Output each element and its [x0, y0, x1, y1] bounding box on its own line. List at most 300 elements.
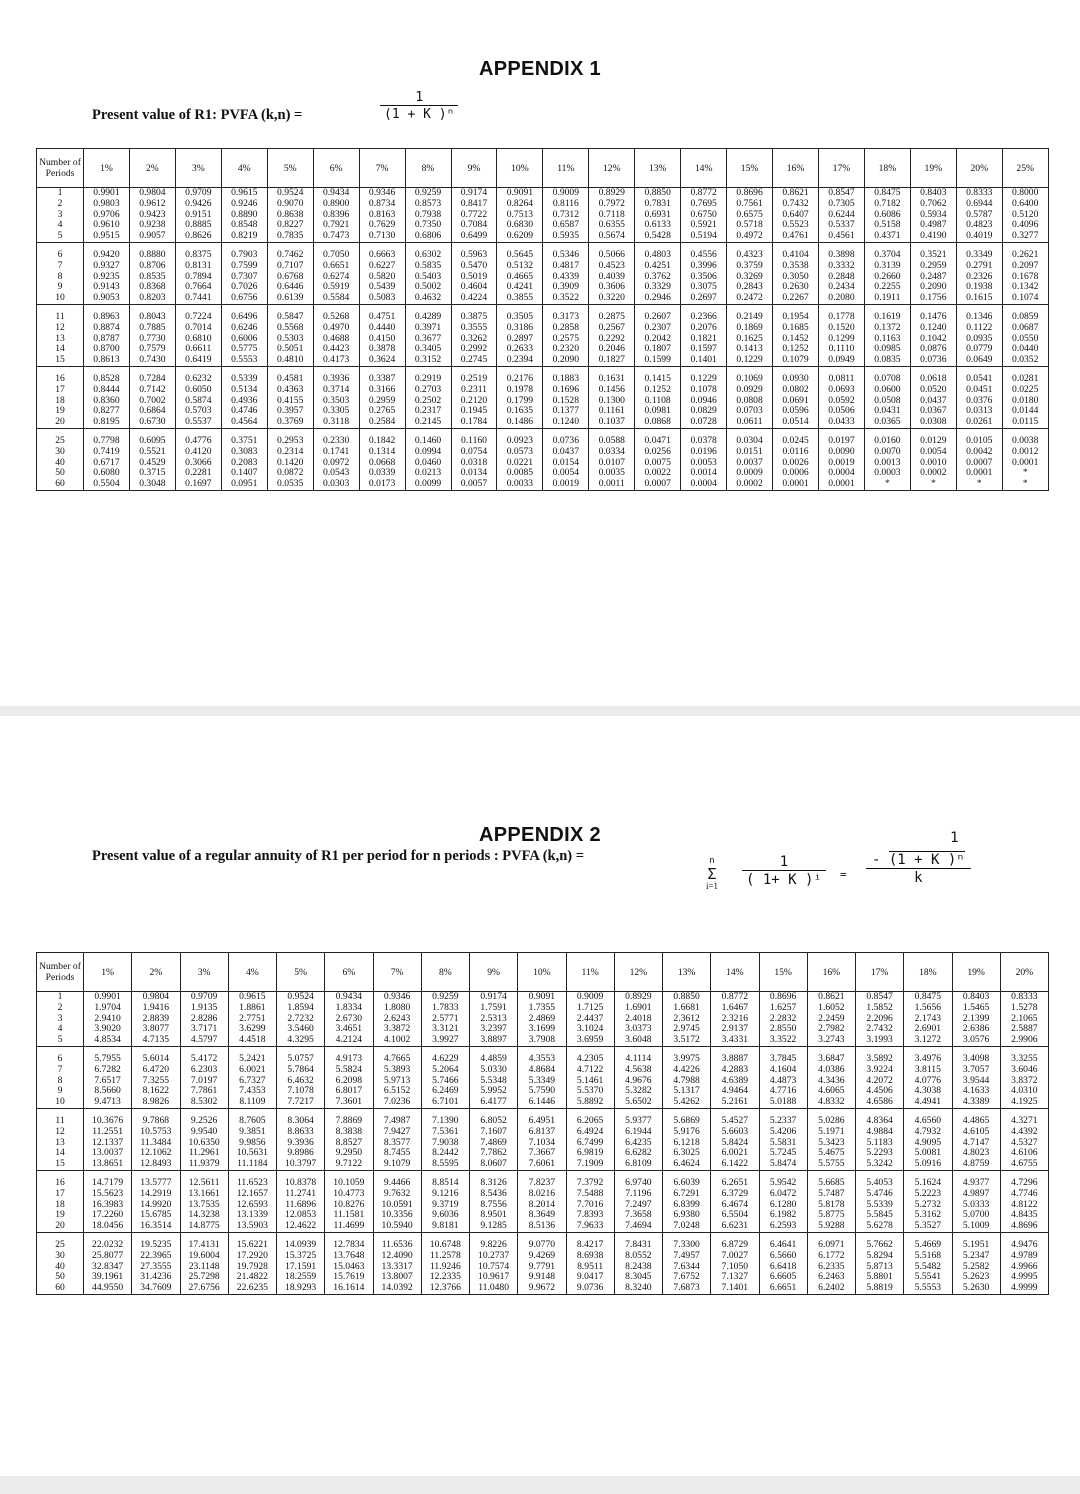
value-cell: 8.1109: [228, 1097, 276, 1108]
value-cell: 0.0431: [864, 406, 910, 417]
value-cell: 6.8109: [614, 1159, 662, 1170]
value-cell: 5.1971: [807, 1127, 855, 1138]
value-cell: 0.0691: [773, 396, 819, 407]
value-cell: 0.1300: [589, 396, 635, 407]
value-cell: 7.9038: [421, 1138, 469, 1149]
value-cell: 0.5194: [681, 231, 727, 242]
value-cell: 0.0433: [819, 417, 865, 428]
value-cell: 0.0134: [451, 468, 497, 479]
value-cell: 0.8163: [359, 210, 405, 221]
value-cell: 0.6095: [129, 428, 175, 446]
value-cell: 0.7938: [405, 210, 451, 221]
value-cell: 0.4972: [727, 231, 773, 242]
value-cell: 0.0471: [635, 428, 681, 446]
value-cell: 7.1196: [614, 1189, 662, 1200]
value-cell: 17.4131: [180, 1232, 228, 1250]
value-cell: 0.0007: [956, 458, 1002, 469]
table-row: [37, 1251, 1049, 1262]
value-cell: 0.8333: [956, 188, 1002, 199]
value-cell: 7.7862: [470, 1148, 518, 1159]
value-cell: 5.5482: [904, 1262, 952, 1273]
value-cell: 4.8696: [1000, 1221, 1048, 1232]
value-cell: 3.4331: [711, 1035, 759, 1046]
value-cell: 0.6086: [864, 210, 910, 221]
value-cell: 5.4206: [759, 1127, 807, 1138]
value-cell: 0.7798: [84, 428, 130, 446]
value-cell: 7.4353: [228, 1086, 276, 1097]
value-cell: 6.6651: [759, 1283, 807, 1294]
value-cell: 8.9826: [132, 1097, 180, 1108]
value-cell: 8.9501: [470, 1210, 518, 1221]
value-cell: 0.0099: [405, 479, 451, 490]
value-cell: 7.7217: [277, 1097, 325, 1108]
value-cell: 0.2843: [727, 282, 773, 293]
value-cell: 6.1446: [518, 1097, 566, 1108]
value-cell: 0.3855: [497, 293, 543, 304]
value-cell: 9.1285: [470, 1221, 518, 1232]
value-cell: 0.6080: [84, 468, 130, 479]
period-cell: 20: [37, 417, 84, 428]
period-cell: 14: [37, 1148, 84, 1159]
value-cell: 7.4869: [470, 1138, 518, 1149]
value-cell: 13.1661: [180, 1189, 228, 1200]
value-cell: 0.9901: [84, 992, 132, 1003]
value-cell: 0.3875: [451, 304, 497, 322]
value-cell: 0.5584: [313, 293, 359, 304]
value-cell: 0.6611: [175, 344, 221, 355]
value-cell: 0.0872: [267, 468, 313, 479]
value-cell: 3.6299: [228, 1024, 276, 1035]
table-row: [37, 458, 1049, 469]
header-rate: 3%: [175, 149, 221, 188]
value-cell: 3.3255: [1000, 1046, 1048, 1064]
value-cell: 0.6931: [635, 210, 681, 221]
value-cell: 10.6748: [421, 1232, 469, 1250]
value-cell: 0.0535: [267, 479, 313, 490]
value-cell: 8.1622: [132, 1086, 180, 1097]
table-row: [37, 1086, 1049, 1097]
value-cell: 0.8475: [864, 188, 910, 199]
value-cell: 0.5963: [451, 242, 497, 260]
value-cell: 12.2335: [421, 1272, 469, 1283]
summand-denominator: ( 1+ K )ⁱ: [742, 870, 826, 888]
value-cell: 0.2630: [773, 282, 819, 293]
value-cell: 0.1122: [956, 323, 1002, 334]
value-cell: 0.1697: [175, 479, 221, 490]
appendix2-table: [36, 952, 1049, 1295]
value-cell: 5.2582: [952, 1262, 1000, 1273]
value-cell: 0.0035: [589, 468, 635, 479]
value-cell: 2.6243: [373, 1014, 421, 1025]
value-cell: 3.0576: [952, 1035, 1000, 1046]
value-cell: 0.0196: [681, 447, 727, 458]
header-rate: 8%: [421, 953, 469, 992]
value-cell: 10.9617: [470, 1272, 518, 1283]
summand-fraction: [742, 854, 826, 888]
table-row: [37, 447, 1049, 458]
value-cell: 2.9137: [711, 1024, 759, 1035]
value-cell: 0.0339: [359, 468, 405, 479]
value-cell: 7.1327: [711, 1272, 759, 1283]
value-cell: 0.5002: [405, 282, 451, 293]
value-cell: 0.3503: [313, 396, 359, 407]
value-cell: *: [956, 479, 1002, 490]
value-cell: 2.4018: [614, 1014, 662, 1025]
value-cell: 15.5623: [84, 1189, 132, 1200]
value-cell: 4.6755: [1000, 1159, 1048, 1170]
value-cell: 6.5660: [759, 1251, 807, 1262]
value-cell: 0.8000: [1002, 188, 1048, 199]
value-cell: 0.1741: [313, 447, 359, 458]
value-cell: 0.1413: [727, 344, 773, 355]
table-row: [37, 396, 1049, 407]
value-cell: 12.1657: [228, 1189, 276, 1200]
value-cell: 0.5935: [543, 231, 589, 242]
value-cell: 0.0303: [313, 479, 359, 490]
value-cell: 0.0033: [497, 479, 543, 490]
value-cell: 0.5268: [313, 304, 359, 322]
value-cell: 5.6278: [856, 1221, 904, 1232]
value-cell: 0.4746: [221, 406, 267, 417]
value-cell: 0.9610: [84, 220, 130, 231]
value-cell: 6.6418: [759, 1262, 807, 1273]
table-row: [37, 1189, 1049, 1200]
value-cell: 0.0042: [956, 447, 1002, 458]
header-rate: 14%: [681, 149, 727, 188]
value-cell: 11.6523: [228, 1170, 276, 1188]
value-cell: 0.1229: [681, 366, 727, 384]
value-cell: 0.3878: [359, 344, 405, 355]
value-cell: 0.1074: [1002, 293, 1048, 304]
value-cell: 0.2584: [359, 417, 405, 428]
header-rate: 6%: [325, 953, 373, 992]
value-cell: 0.2255: [864, 282, 910, 293]
value-cell: 2.3612: [663, 1014, 711, 1025]
value-cell: 0.9434: [313, 188, 359, 199]
value-cell: 9.1079: [373, 1159, 421, 1170]
value-cell: 0.9259: [421, 992, 469, 1003]
value-cell: 2.5771: [421, 1014, 469, 1025]
value-cell: 0.4556: [681, 242, 727, 260]
value-cell: 13.8007: [373, 1272, 421, 1283]
value-cell: 0.0004: [819, 468, 865, 479]
closed-form-denominator: k: [866, 868, 971, 886]
value-cell: 0.9091: [497, 188, 543, 199]
table-row: [37, 366, 1049, 384]
value-cell: 0.6232: [175, 366, 221, 384]
value-cell: 3.1699: [518, 1024, 566, 1035]
value-cell: 0.2317: [405, 406, 451, 417]
value-cell: 4.2124: [325, 1035, 373, 1046]
value-cell: 0.3118: [313, 417, 359, 428]
value-cell: 0.1799: [497, 396, 543, 407]
period-cell: 16: [37, 366, 84, 384]
value-cell: 12.5611: [180, 1170, 228, 1188]
value-cell: 0.1037: [589, 417, 635, 428]
value-cell: 0.9901: [84, 188, 130, 199]
value-cell: 0.0006: [773, 468, 819, 479]
value-cell: 0.4039: [589, 272, 635, 283]
value-cell: 1.9135: [180, 1003, 228, 1014]
value-cell: 0.4803: [635, 242, 681, 260]
value-cell: 3.8115: [904, 1065, 952, 1076]
value-cell: 5.0081: [904, 1148, 952, 1159]
value-cell: 8.3126: [470, 1170, 518, 1188]
value-cell: 0.7142: [129, 385, 175, 396]
value-cell: 2.2096: [856, 1014, 904, 1025]
value-cell: 0.2046: [589, 344, 635, 355]
value-cell: 1.7591: [470, 1003, 518, 1014]
value-cell: 3.0373: [614, 1024, 662, 1035]
value-cell: 0.5439: [359, 282, 405, 293]
value-cell: 0.3262: [451, 334, 497, 345]
value-cell: 6.2065: [566, 1108, 614, 1126]
value-cell: 0.3762: [635, 272, 681, 283]
value-cell: 0.9434: [325, 992, 373, 1003]
value-cell: 12.3766: [421, 1283, 469, 1294]
table-row: [37, 1076, 1049, 1087]
value-cell: 0.9346: [359, 188, 405, 199]
header-rate: 10%: [518, 953, 566, 992]
value-cell: 3.5892: [856, 1046, 904, 1064]
period-cell: 40: [37, 458, 84, 469]
value-cell: 4.4941: [904, 1097, 952, 1108]
value-cell: 0.2487: [910, 272, 956, 283]
value-cell: 0.0001: [773, 479, 819, 490]
value-cell: 0.9709: [175, 188, 221, 199]
value-cell: 0.0261: [956, 417, 1002, 428]
value-cell: 0.0256: [635, 447, 681, 458]
value-cell: 14.7179: [84, 1170, 132, 1188]
value-cell: 14.2919: [132, 1189, 180, 1200]
value-cell: 0.5303: [267, 334, 313, 345]
value-cell: 5.8819: [856, 1283, 904, 1294]
value-cell: 4.9999: [1000, 1283, 1048, 1294]
value-cell: 3.1993: [856, 1035, 904, 1046]
value-cell: 7.8431: [614, 1232, 662, 1250]
value-cell: 0.0687: [1002, 323, 1048, 334]
value-cell: 7.6061: [518, 1159, 566, 1170]
value-cell: 9.3936: [277, 1138, 325, 1149]
value-cell: 8.3649: [518, 1210, 566, 1221]
value-cell: 0.3759: [727, 261, 773, 272]
value-cell: 0.1615: [956, 293, 1002, 304]
value-cell: 0.6227: [359, 261, 405, 272]
value-cell: 2.1743: [904, 1014, 952, 1025]
value-cell: 7.3792: [566, 1170, 614, 1188]
value-cell: 14.3238: [180, 1210, 228, 1221]
value-cell: 0.1069: [727, 366, 773, 384]
value-cell: 0.8885: [175, 220, 221, 231]
value-cell: 0.9070: [267, 199, 313, 210]
value-cell: 0.4104: [773, 242, 819, 260]
value-cell: 0.5066: [589, 242, 635, 260]
value-cell: 3.9224: [856, 1065, 904, 1076]
header-rate: 20%: [956, 149, 1002, 188]
value-cell: 0.8547: [819, 188, 865, 199]
value-cell: 1.7125: [566, 1003, 614, 1014]
value-cell: 4.8759: [952, 1159, 1000, 1170]
value-cell: 0.0437: [910, 396, 956, 407]
value-cell: 0.4604: [451, 282, 497, 293]
value-cell: 0.0868: [635, 417, 681, 428]
value-cell: 0.8772: [681, 188, 727, 199]
value-cell: 0.8626: [175, 231, 221, 242]
formula-denominator: (1 + K )ⁿ: [380, 105, 458, 122]
value-cell: 8.3240: [614, 1283, 662, 1294]
table-row: [37, 1210, 1049, 1221]
value-cell: 6.1280: [759, 1200, 807, 1211]
value-cell: 0.7312: [543, 210, 589, 221]
period-cell: 16: [37, 1170, 84, 1188]
value-cell: 0.4810: [267, 355, 313, 366]
value-cell: 0.7579: [129, 344, 175, 355]
value-cell: 9.4713: [84, 1097, 132, 1108]
value-cell: 4.4518: [228, 1035, 276, 1046]
value-cell: 0.0075: [635, 458, 681, 469]
value-cell: 0.0876: [910, 344, 956, 355]
value-cell: 7.6517: [84, 1076, 132, 1087]
period-cell: 1: [37, 992, 84, 1003]
value-cell: 0.6864: [129, 406, 175, 417]
period-cell: 60: [37, 479, 84, 490]
value-cell: 5.1951: [952, 1232, 1000, 1250]
value-cell: 0.7629: [359, 220, 405, 231]
value-cell: 0.2953: [267, 428, 313, 446]
value-cell: 0.0090: [819, 447, 865, 458]
header-rate: 8%: [405, 149, 451, 188]
value-cell: 22.3965: [132, 1251, 180, 1262]
value-cell: 17.2260: [84, 1210, 132, 1221]
value-cell: 3.7171: [180, 1024, 228, 1035]
value-cell: 0.0245: [773, 428, 819, 446]
value-cell: 0.5083: [359, 293, 405, 304]
value-cell: 0.4970: [313, 323, 359, 334]
value-cell: 0.9420: [84, 242, 130, 260]
value-cell: 0.9091: [518, 992, 566, 1003]
value-cell: 0.0592: [819, 396, 865, 407]
value-cell: 0.1163: [864, 334, 910, 345]
value-cell: 6.1982: [759, 1210, 807, 1221]
value-cell: 0.1415: [635, 366, 681, 384]
value-cell: 0.9612: [129, 199, 175, 210]
period-cell: 17: [37, 1189, 84, 1200]
value-cell: 5.9288: [807, 1221, 855, 1232]
value-cell: 0.7894: [175, 272, 221, 283]
value-cell: 11.0480: [470, 1283, 518, 1294]
value-cell: 0.1599: [635, 355, 681, 366]
header-rate: 9%: [470, 953, 518, 992]
value-cell: 4.2305: [566, 1046, 614, 1064]
value-cell: 19.7928: [228, 1262, 276, 1273]
value-cell: 6.5152: [373, 1086, 421, 1097]
period-cell: 17: [37, 385, 84, 396]
value-cell: 9.6036: [421, 1210, 469, 1221]
value-cell: 0.2307: [635, 323, 681, 334]
appendix2-page: [0, 716, 1080, 1476]
value-cell: 14.9920: [132, 1200, 180, 1211]
value-cell: 0.6244: [819, 210, 865, 221]
value-cell: 0.0012: [1002, 447, 1048, 458]
value-cell: 0.2697: [681, 293, 727, 304]
value-cell: 0.4761: [773, 231, 819, 242]
value-cell: 0.5158: [864, 220, 910, 231]
value-cell: 0.3715: [129, 468, 175, 479]
value-cell: 0.0573: [497, 447, 543, 458]
header-rate: 1%: [84, 953, 132, 992]
page-separator: [0, 706, 1080, 716]
value-cell: 0.0001: [956, 468, 1002, 479]
value-cell: 5.6502: [614, 1097, 662, 1108]
value-cell: 0.0037: [727, 458, 773, 469]
value-cell: 0.0352: [1002, 355, 1048, 366]
value-cell: 0.9803: [84, 199, 130, 210]
value-cell: 0.2660: [864, 272, 910, 283]
header-rate: 18%: [904, 953, 952, 992]
value-cell: 0.6730: [129, 417, 175, 428]
value-cell: 9.7868: [132, 1108, 180, 1126]
period-cell: 18: [37, 396, 84, 407]
value-cell: 0.0981: [635, 406, 681, 417]
value-cell: 0.7430: [129, 355, 175, 366]
header-rate: 9%: [451, 149, 497, 188]
value-cell: 0.1240: [910, 323, 956, 334]
value-cell: 10.3676: [84, 1108, 132, 1126]
value-cell: 0.3305: [313, 406, 359, 417]
value-cell: 0.3957: [267, 406, 313, 417]
appendix2-subtitle: Present value of a regular annuity of R1 per period for n periods : PVFA (k,n) =: [92, 848, 584, 864]
value-cell: 0.4190: [910, 231, 956, 242]
summation-symbol: [700, 856, 724, 892]
header-rate: 5%: [267, 149, 313, 188]
value-cell: 0.7107: [267, 261, 313, 272]
header-rate: 17%: [856, 953, 904, 992]
numerator-one: 1: [950, 830, 959, 846]
table-row: [37, 1127, 1049, 1138]
value-cell: 0.7730: [129, 334, 175, 345]
value-cell: 7.7861: [180, 1086, 228, 1097]
value-cell: 0.0600: [864, 385, 910, 396]
value-cell: 17.1591: [277, 1262, 325, 1273]
value-cell: 0.0213: [405, 468, 451, 479]
value-cell: 0.1685: [773, 323, 819, 334]
value-cell: 0.5847: [267, 304, 313, 322]
period-cell: 7: [37, 1065, 84, 1076]
value-cell: 0.0318: [451, 458, 497, 469]
value-cell: 0.9259: [405, 188, 451, 199]
header-rate: 2%: [132, 953, 180, 992]
value-cell: 0.3624: [359, 355, 405, 366]
value-cell: 7.9427: [373, 1127, 421, 1138]
table-row: [37, 261, 1049, 272]
value-cell: 0.5703: [175, 406, 221, 417]
value-cell: 0.0736: [910, 355, 956, 366]
value-cell: 6.4177: [470, 1097, 518, 1108]
value-cell: 0.4936: [221, 396, 267, 407]
value-cell: 4.6105: [952, 1127, 1000, 1138]
value-cell: 9.9856: [228, 1138, 276, 1149]
equals-sign: =: [840, 868, 847, 881]
value-cell: 0.5470: [451, 261, 497, 272]
value-cell: 5.3242: [856, 1159, 904, 1170]
value-cell: 0.4173: [313, 355, 359, 366]
value-cell: 0.2519: [451, 366, 497, 384]
value-cell: 2.6901: [904, 1024, 952, 1035]
value-cell: 0.4529: [129, 458, 175, 469]
header-rate: 20%: [1000, 953, 1048, 992]
value-cell: 34.7609: [132, 1283, 180, 1294]
value-cell: 0.0009: [727, 468, 773, 479]
